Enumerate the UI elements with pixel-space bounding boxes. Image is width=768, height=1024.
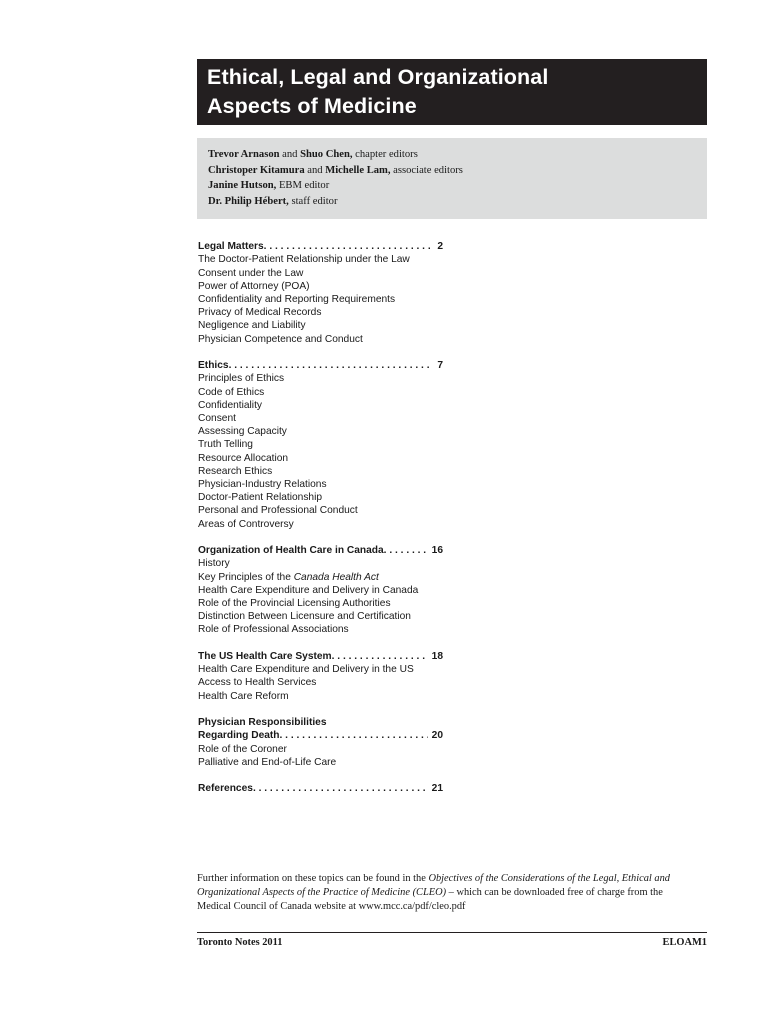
toc-heading-text: Ethics	[198, 360, 229, 372]
chapter-title-banner	[197, 59, 707, 125]
editors-panel	[197, 138, 707, 219]
editor-role: EBM editor	[276, 180, 330, 192]
editor-name: Trevor Arnason	[208, 149, 280, 160]
editor-line	[208, 147, 707, 163]
toc-item[interactable]: Access to Health Services	[198, 677, 317, 689]
editor-name: Christoper Kitamura	[208, 164, 305, 176]
note-italic-text: Organizational Aspects of the Practice of Medicine (CLEO)	[197, 887, 447, 898]
toc-item-text: Key Principles of the	[198, 571, 294, 583]
toc-heading-death-line-1[interactable]: Physician Responsibilities	[198, 717, 327, 729]
toc-heading-text: Legal Matters	[198, 241, 264, 252]
editor-name: Dr. Philip Hébert,	[208, 195, 289, 207]
toc-item[interactable]: Role of the Coroner	[198, 743, 287, 755]
editor-role: chapter editors	[352, 149, 418, 160]
note-text: Further information on these topics can be found in the	[197, 873, 429, 884]
toc-section-legal-matters	[198, 240, 448, 346]
toc-section-death	[198, 716, 448, 769]
toc-item[interactable]: Health Care Expenditure and Delivery in Canada	[198, 584, 419, 596]
toc-heading-text: Organization of Health Care in Canada	[198, 545, 384, 557]
toc-page-number: 7	[437, 360, 443, 372]
toc-item[interactable]: History	[198, 558, 230, 570]
toc-item[interactable]: Personal and Professional Conduct	[198, 505, 358, 517]
toc-item[interactable]: Consent under the Law	[198, 267, 304, 279]
toc-heading-ethics[interactable]	[198, 359, 443, 372]
toc-section-ethics	[198, 359, 448, 531]
toc-item[interactable]	[198, 571, 448, 584]
note-text: Medical Council of Canada website at www.mcc.ca/pdf/cleo.pdf	[197, 901, 466, 912]
note-text: – which can be downloaded free of charge from the	[446, 887, 663, 898]
toc-item[interactable]: Role of the Provincial Licensing Authorities	[198, 597, 391, 609]
toc-heading-organization[interactable]	[198, 544, 443, 557]
toc-heading-death[interactable]	[198, 729, 443, 742]
toc-heading-text: References	[198, 783, 253, 795]
toc-heading-text: Regarding Death	[198, 730, 280, 742]
toc-item[interactable]: Physician Competence and Conduct	[198, 333, 363, 345]
toc-leader-dots	[229, 359, 434, 372]
further-information-note	[197, 872, 707, 914]
toc-item[interactable]: Doctor-Patient Relationship	[198, 492, 323, 504]
toc-item[interactable]: Negligence and Liability	[198, 320, 306, 332]
toc-item[interactable]: Confidentiality and Reporting Requirements	[198, 293, 396, 305]
footer-divider	[197, 932, 707, 933]
toc-page-number: 20	[431, 730, 443, 742]
toc-leader-dots	[253, 782, 428, 795]
toc-item[interactable]: Health Care Reform	[198, 690, 289, 702]
editor-role: staff editor	[288, 195, 338, 207]
editor-name: Janine Hutson,	[208, 180, 277, 192]
toc-item[interactable]: The Doctor-Patient Relationship under the Law	[198, 254, 410, 266]
toc-item[interactable]: Health Care Expenditure and Delivery in the US	[198, 664, 414, 676]
toc-item[interactable]: Principles of Ethics	[198, 373, 285, 385]
editor-line	[208, 178, 707, 194]
toc-page-number: 18	[431, 650, 443, 662]
toc-item[interactable]: Physician-Industry Relations	[198, 478, 327, 490]
editor-role: associate editors	[390, 164, 463, 176]
toc-heading-legal-matters[interactable]	[198, 240, 443, 253]
chapter-title-line-2: Aspects of Medicine	[207, 94, 417, 118]
toc-page-number: 16	[431, 545, 443, 557]
footer-page-code: ELOAM1	[662, 937, 707, 948]
toc-leader-dots	[280, 729, 428, 742]
editor-conjunction: and	[304, 164, 326, 176]
toc-page-number: 2	[437, 241, 443, 252]
toc-item[interactable]: Assessing Capacity	[198, 426, 287, 438]
toc-heading-text: The US Health Care System	[198, 650, 332, 662]
editor-line	[208, 194, 707, 210]
toc-item[interactable]: Privacy of Medical Records	[198, 307, 322, 319]
toc-leader-dots	[264, 240, 434, 253]
chapter-title-line-1: Ethical, Legal and Organizational	[207, 65, 549, 89]
toc-item[interactable]: Power of Attorney (POA)	[198, 280, 310, 292]
note-italic-text: Objectives of the Considerations of the Legal, Ethical and	[428, 873, 670, 884]
toc-heading-us-health-care[interactable]	[198, 650, 443, 663]
toc-item[interactable]: Role of Professional Associations	[198, 624, 349, 636]
toc-heading-references[interactable]	[198, 782, 443, 795]
editor-line	[208, 163, 707, 179]
toc-item[interactable]: Research Ethics	[198, 465, 273, 477]
toc-section-us-health-care	[198, 650, 448, 703]
editor-conjunction: and	[279, 149, 301, 160]
toc-item[interactable]: Palliative and End-of-Life Care	[198, 756, 337, 768]
toc-item[interactable]: Resource Allocation	[198, 452, 289, 464]
toc-section-organization	[198, 544, 448, 637]
toc-item[interactable]: Consent	[198, 412, 236, 424]
toc-item[interactable]: Code of Ethics	[198, 386, 265, 398]
toc-leader-dots	[332, 650, 428, 663]
toc-page-number: 21	[431, 783, 443, 795]
toc-item-italic-text: Canada Health Act	[293, 571, 379, 583]
toc-item[interactable]: Confidentiality	[198, 399, 262, 411]
toc-leader-dots	[384, 544, 428, 557]
toc-item[interactable]: Distinction Between Licensure and Certification	[198, 611, 411, 623]
table-of-contents	[198, 240, 448, 809]
toc-section-references	[198, 782, 448, 795]
toc-item[interactable]: Areas of Controversy	[198, 518, 294, 530]
toc-item[interactable]: Truth Telling	[198, 439, 253, 451]
editor-name: Shuo Chen,	[300, 149, 353, 160]
editor-name: Michelle Lam,	[325, 164, 391, 176]
footer-publication: Toronto Notes 2011	[197, 937, 283, 948]
